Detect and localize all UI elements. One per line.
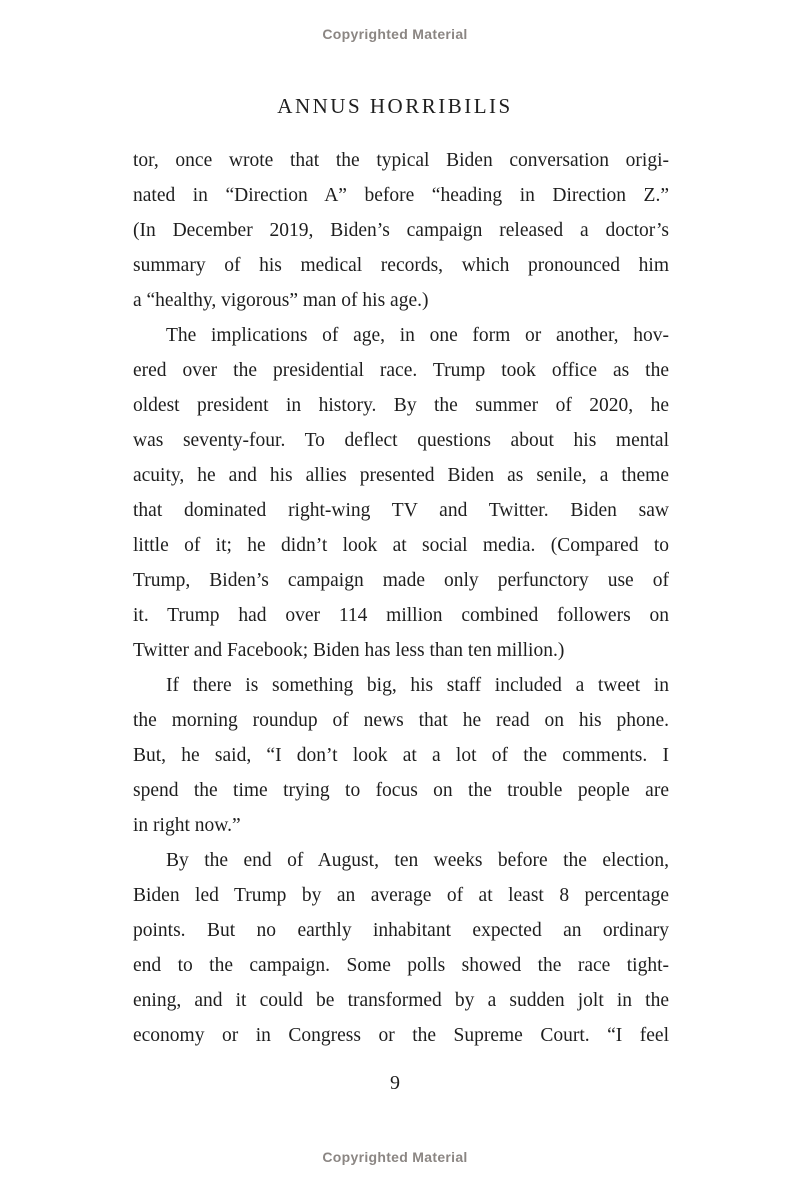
body-text — [133, 143, 669, 1053]
text-line: little of it; he didn’t look at social media. (Compared to — [133, 535, 669, 556]
copyright-watermark-bottom: Copyrighted Material — [322, 1149, 468, 1165]
text-line: nated in “Direction A” before “heading in Direction Z.” — [133, 185, 669, 206]
text-line: spend the time trying to focus on the trouble people are — [133, 780, 669, 801]
text-line: a “healthy, vigorous” man of his age.) — [133, 290, 429, 311]
text-line: was seventy-four. To deflect questions about his mental — [133, 430, 669, 451]
text-line: Twitter and Facebook; Biden has less than ten million.) — [133, 640, 565, 661]
text-line: Biden led Trump by an average of at least 8 percentage — [133, 885, 669, 906]
text-line: summary of his medical records, which pronounced him — [133, 255, 669, 276]
text-line: points. But no earthly inhabitant expected an ordinary — [133, 920, 669, 941]
copyright-watermark-top: Copyrighted Material — [322, 26, 468, 42]
text-line: But, he said, “I don’t look at a lot of the comments. I — [133, 745, 669, 766]
text-line: oldest president in history. By the summer of 2020, he — [133, 395, 669, 416]
text-line: that dominated right-wing TV and Twitter. Biden saw — [133, 500, 669, 521]
page-number: 9 — [390, 1072, 400, 1094]
chapter-running-head: ANNUS HORRIBILIS — [277, 94, 513, 118]
text-line: ered over the presidential race. Trump took office as the — [133, 360, 669, 381]
text-line: ening, and it could be transformed by a sudden jolt in the — [133, 990, 669, 1011]
text-line: it. Trump had over 114 million combined followers on — [133, 605, 669, 626]
text-line: in right now.” — [133, 815, 241, 836]
text-line: economy or in Congress or the Supreme Court. “I feel — [133, 1025, 669, 1046]
text-line: By the end of August, ten weeks before the election, — [166, 850, 669, 871]
text-line: tor, once wrote that the typical Biden conversation origi- — [133, 150, 669, 171]
text-line: The implications of age, in one form or another, hov- — [166, 325, 669, 346]
text-line: acuity, he and his allies presented Biden as senile, a theme — [133, 465, 669, 486]
text-line: Trump, Biden’s campaign made only perfunctory use of — [133, 570, 669, 591]
text-line: If there is something big, his staff included a tweet in — [166, 675, 669, 696]
text-line: the morning roundup of news that he read on his phone. — [133, 710, 669, 731]
text-line: end to the campaign. Some polls showed the race tight- — [133, 955, 669, 976]
text-line: (In December 2019, Biden’s campaign released a doctor’s — [133, 220, 669, 241]
